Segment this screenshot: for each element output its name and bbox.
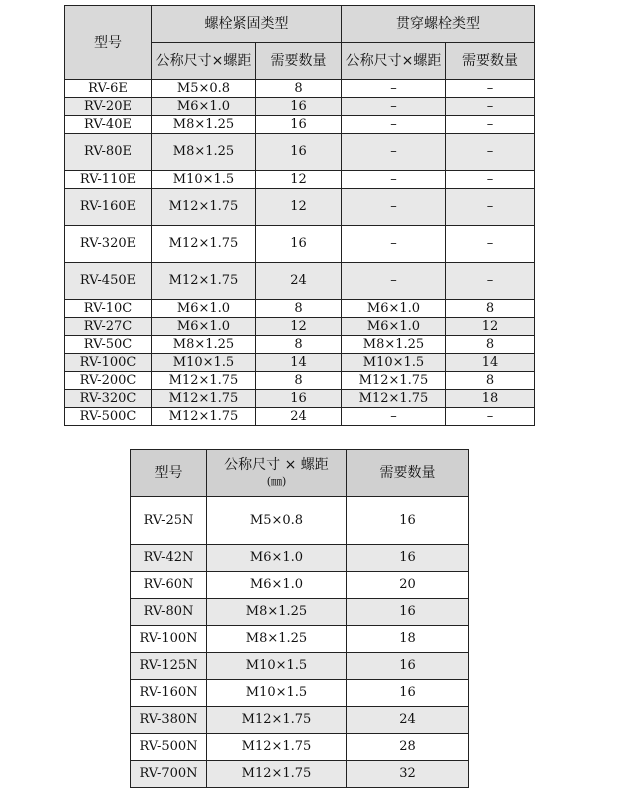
header-through-size: 公称尺寸×螺距 xyxy=(342,43,446,80)
through-qty-cell: – xyxy=(446,189,535,226)
fastening-qty-cell: 16 xyxy=(256,134,342,171)
fastening-qty-cell: 16 xyxy=(256,226,342,263)
table-row xyxy=(65,116,535,134)
fastening-qty-cell: 24 xyxy=(256,408,342,426)
model-cell: RV-27C xyxy=(65,318,152,336)
through-size-cell: – xyxy=(342,134,446,171)
size-cell: M8×1.25 xyxy=(207,626,347,653)
table-row xyxy=(131,734,469,761)
model-cell: RV-160E xyxy=(65,189,152,226)
fastening-qty-cell: 12 xyxy=(256,189,342,226)
table-row xyxy=(65,300,535,318)
through-qty-cell: 12 xyxy=(446,318,535,336)
through-size-cell: M10×1.5 xyxy=(342,354,446,372)
qty-cell: 16 xyxy=(347,680,469,707)
table-row xyxy=(131,497,469,545)
through-qty-cell: 14 xyxy=(446,354,535,372)
table-row xyxy=(131,572,469,599)
fastening-qty-cell: 16 xyxy=(256,116,342,134)
through-qty-cell: – xyxy=(446,263,535,300)
size-cell: M10×1.5 xyxy=(207,680,347,707)
size-cell: M8×1.25 xyxy=(207,599,347,626)
through-size-cell: – xyxy=(342,116,446,134)
model-cell: RV-40E xyxy=(65,116,152,134)
through-qty-cell: – xyxy=(446,134,535,171)
t2-header-model: 型号 xyxy=(131,450,207,497)
model-cell: RV-100N xyxy=(131,626,207,653)
through-size-cell: – xyxy=(342,263,446,300)
table-row xyxy=(65,390,535,408)
through-size-cell: M12×1.75 xyxy=(342,390,446,408)
model-cell: RV-500N xyxy=(131,734,207,761)
through-size-cell: M12×1.75 xyxy=(342,372,446,390)
header-fastening-type: 螺栓紧固类型 xyxy=(152,6,342,43)
fastening-qty-cell: 16 xyxy=(256,390,342,408)
bolt-spec-table-n-series xyxy=(130,449,469,788)
model-cell: RV-42N xyxy=(131,545,207,572)
model-cell: RV-80N xyxy=(131,599,207,626)
model-cell: RV-320C xyxy=(65,390,152,408)
through-size-cell: – xyxy=(342,171,446,189)
size-cell: M12×1.75 xyxy=(207,761,347,788)
qty-cell: 18 xyxy=(347,626,469,653)
fastening-size-cell: M6×1.0 xyxy=(152,300,256,318)
model-cell: RV-20E xyxy=(65,98,152,116)
t2-header-unit: (㎜) xyxy=(266,474,287,488)
header-fastening-size: 公称尺寸×螺距 xyxy=(152,43,256,80)
table-row xyxy=(131,680,469,707)
table-row xyxy=(65,80,535,98)
table-row xyxy=(131,545,469,572)
table-row xyxy=(65,98,535,116)
fastening-size-cell: M12×1.75 xyxy=(152,189,256,226)
table-row xyxy=(131,626,469,653)
qty-cell: 24 xyxy=(347,707,469,734)
t2-header-qty: 需要数量 xyxy=(347,450,469,497)
through-size-cell: M8×1.25 xyxy=(342,336,446,354)
model-cell: RV-200C xyxy=(65,372,152,390)
fastening-size-cell: M10×1.5 xyxy=(152,354,256,372)
qty-cell: 16 xyxy=(347,653,469,680)
fastening-qty-cell: 8 xyxy=(256,372,342,390)
model-cell: RV-380N xyxy=(131,707,207,734)
qty-cell: 16 xyxy=(347,497,469,545)
fastening-qty-cell: 8 xyxy=(256,336,342,354)
header-through-bolt-type: 贯穿螺栓类型 xyxy=(342,6,535,43)
table-row xyxy=(65,263,535,300)
model-cell: RV-50C xyxy=(65,336,152,354)
fastening-size-cell: M12×1.75 xyxy=(152,390,256,408)
fastening-size-cell: M5×0.8 xyxy=(152,80,256,98)
model-cell: RV-100C xyxy=(65,354,152,372)
through-qty-cell: 8 xyxy=(446,372,535,390)
model-cell: RV-60N xyxy=(131,572,207,599)
table-row xyxy=(65,171,535,189)
fastening-size-cell: M12×1.75 xyxy=(152,263,256,300)
table-row xyxy=(131,761,469,788)
through-size-cell: M6×1.0 xyxy=(342,300,446,318)
model-cell: RV-160N xyxy=(131,680,207,707)
model-cell: RV-25N xyxy=(131,497,207,545)
through-qty-cell: – xyxy=(446,226,535,263)
fastening-qty-cell: 12 xyxy=(256,171,342,189)
fastening-qty-cell: 24 xyxy=(256,263,342,300)
model-cell: RV-125N xyxy=(131,653,207,680)
through-qty-cell: – xyxy=(446,408,535,426)
model-cell: RV-80E xyxy=(65,134,152,171)
table-row xyxy=(65,226,535,263)
model-cell: RV-110E xyxy=(65,171,152,189)
through-qty-cell: 8 xyxy=(446,336,535,354)
qty-cell: 16 xyxy=(347,545,469,572)
table-row xyxy=(131,599,469,626)
fastening-size-cell: M12×1.75 xyxy=(152,372,256,390)
fastening-size-cell: M10×1.5 xyxy=(152,171,256,189)
through-qty-cell: – xyxy=(446,98,535,116)
table-row xyxy=(65,372,535,390)
table-row xyxy=(65,354,535,372)
through-size-cell: – xyxy=(342,226,446,263)
through-size-cell: – xyxy=(342,189,446,226)
through-size-cell: – xyxy=(342,408,446,426)
model-cell: RV-450E xyxy=(65,263,152,300)
table-row xyxy=(65,336,535,354)
through-size-cell: – xyxy=(342,98,446,116)
fastening-size-cell: M6×1.0 xyxy=(152,318,256,336)
through-qty-cell: – xyxy=(446,116,535,134)
model-cell: RV-6E xyxy=(65,80,152,98)
through-qty-cell: 18 xyxy=(446,390,535,408)
table-row xyxy=(131,653,469,680)
fastening-size-cell: M8×1.25 xyxy=(152,134,256,171)
through-qty-cell: – xyxy=(446,171,535,189)
table-row xyxy=(131,707,469,734)
model-cell: RV-320E xyxy=(65,226,152,263)
header-model: 型号 xyxy=(65,6,152,80)
model-cell: RV-10C xyxy=(65,300,152,318)
fastening-qty-cell: 8 xyxy=(256,300,342,318)
t2-header-size xyxy=(207,450,347,497)
table-row xyxy=(65,318,535,336)
size-cell: M6×1.0 xyxy=(207,545,347,572)
size-cell: M12×1.75 xyxy=(207,734,347,761)
header-fastening-qty: 需要数量 xyxy=(256,43,342,80)
fastening-qty-cell: 14 xyxy=(256,354,342,372)
qty-cell: 16 xyxy=(347,599,469,626)
table-row xyxy=(65,189,535,226)
through-qty-cell: 8 xyxy=(446,300,535,318)
through-size-cell: M6×1.0 xyxy=(342,318,446,336)
fastening-qty-cell: 8 xyxy=(256,80,342,98)
size-cell: M12×1.75 xyxy=(207,707,347,734)
size-cell: M6×1.0 xyxy=(207,572,347,599)
model-cell: RV-700N xyxy=(131,761,207,788)
table-row xyxy=(65,134,535,171)
t2-header-size-label: 公称尺寸 × 螺距 xyxy=(224,456,329,473)
model-cell: RV-500C xyxy=(65,408,152,426)
through-size-cell: – xyxy=(342,80,446,98)
header-through-qty: 需要数量 xyxy=(446,43,535,80)
fastening-qty-cell: 16 xyxy=(256,98,342,116)
fastening-size-cell: M8×1.25 xyxy=(152,116,256,134)
through-qty-cell: – xyxy=(446,80,535,98)
fastening-size-cell: M12×1.75 xyxy=(152,408,256,426)
qty-cell: 20 xyxy=(347,572,469,599)
size-cell: M10×1.5 xyxy=(207,653,347,680)
qty-cell: 32 xyxy=(347,761,469,788)
fastening-size-cell: M12×1.75 xyxy=(152,226,256,263)
fastening-size-cell: M6×1.0 xyxy=(152,98,256,116)
table1-body xyxy=(65,80,535,426)
qty-cell: 28 xyxy=(347,734,469,761)
fastening-qty-cell: 12 xyxy=(256,318,342,336)
fastening-size-cell: M8×1.25 xyxy=(152,336,256,354)
bolt-spec-table-main xyxy=(64,5,535,426)
table-row xyxy=(65,408,535,426)
table2-body xyxy=(131,497,469,788)
size-cell: M5×0.8 xyxy=(207,497,347,545)
